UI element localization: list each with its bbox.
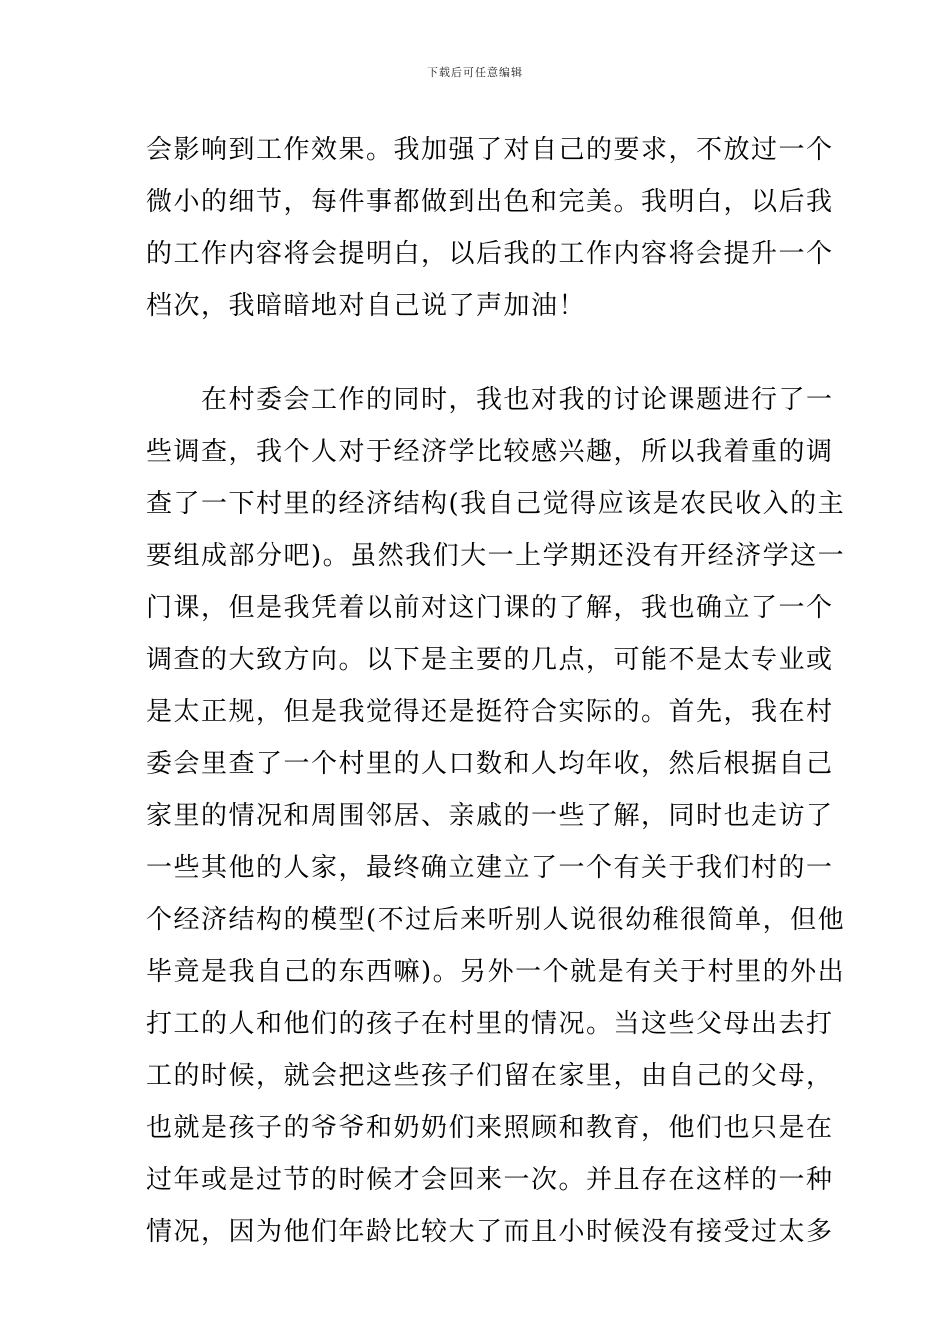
paragraph-line: 一些其他的人家，最终确立建立了一个有关于我们村的一: [146, 853, 834, 883]
paragraph-line: 的工作内容将会提明白，以后我的工作内容将会提升一个: [146, 239, 834, 269]
paragraph-line: 查了一下村里的经济结构(我自己觉得应该是农民收入的主: [146, 489, 846, 519]
paragraph-line: 也就是孩子的爷爷和奶奶们来照顾和教育，他们也只是在: [146, 1113, 834, 1143]
paragraph-line: 会影响到工作效果。我加强了对自己的要求，不放过一个: [146, 135, 834, 165]
paragraph-line: 些调查，我个人对于经济学比较感兴趣，所以我着重的调: [146, 437, 834, 467]
paragraph-1: [146, 124, 834, 332]
paragraph-line: 个经济结构的模型(不过后来听别人说很幼稚很简单，但他: [146, 905, 846, 935]
paragraph-line: 打工的人和他们的孩子在村里的情况。当这些父母出去打: [146, 1009, 834, 1039]
paragraph-line: 家里的情况和周围邻居、亲戚的一些了解，同时也走访了: [146, 801, 834, 831]
paragraph-2: [146, 374, 846, 1258]
paragraph-line: 情况，因为他们年龄比较大了而且小时候没有接受过太多: [146, 1217, 834, 1247]
paragraph-line: 工的时候，就会把这些孩子们留在家里，由自己的父母，: [146, 1061, 834, 1091]
page-header: 下载后可任意编辑: [427, 66, 523, 79]
paragraph-line: 毕竟是我自己的东西嘛)。另外一个就是有关于村里的外出: [146, 957, 846, 987]
paragraph-line: 档次，我暗暗地对自己说了声加油！: [146, 291, 587, 321]
paragraph-line: 调查的大致方向。以下是主要的几点，可能不是太专业或: [146, 645, 834, 675]
paragraph-line: 微小的细节，每件事都做到出色和完美。我明白，以后我: [146, 187, 834, 217]
paragraph-line: 门课，但是我凭着以前对这门课的了解，我也确立了一个: [146, 593, 834, 623]
paragraph-line: 在村委会工作的同时，我也对我的讨论课题进行了一: [146, 385, 834, 415]
paragraph-line: 是太正规，但是我觉得还是挺符合实际的。首先，我在村: [146, 697, 834, 727]
paragraph-line: 要组成部分吧)。虽然我们大一上学期还没有开经济学这一: [146, 541, 846, 571]
paragraph-line: 过年或是过节的时候才会回来一次。并且存在这样的一种: [146, 1165, 834, 1195]
paragraph-line: 委会里查了一个村里的人口数和人均年收，然后根据自己: [146, 749, 834, 779]
